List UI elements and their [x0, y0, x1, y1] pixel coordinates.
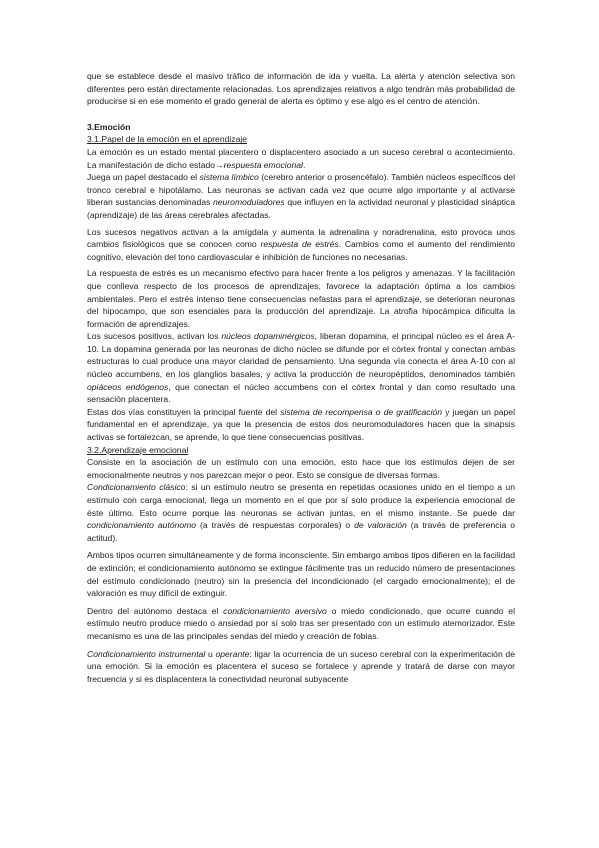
emphasis-text: condicionamiento aversivo [223, 605, 327, 616]
text-span: Consiste en la asociación de un estímulo con una emoción, esto hace que los estímulos dejen de ser emocionalmente neutros y nos parezcan mejor o peor. Esto se consigue de diversas formas. [87, 457, 515, 480]
emphasis-text: neuromoduladores [212, 197, 285, 208]
text-span: . Cambios como el aumento del rendimiento cognitivo, elevación del tono cardiovascular e inhibición de funciones no necesarias. [87, 239, 516, 262]
text-span: que se establece desde el masivo tráfico de información de ida y vuelta. La alerta y atención selectiva son diferentes pero están directamente relacionadas. Los aprendizajes relativos a algo tendrán más probabilidad de producirse si en ese momento el grado general de alerta es óptimo y ese algo es el centro de atención. [87, 71, 515, 107]
text-span: , que conectan el núcleo accumbens con el córtex frontal y dan como resultado una sensación placentera. [87, 381, 515, 405]
emphasis-text: condicionamiento autónomo [87, 520, 197, 531]
subsection-heading-emotional-learning: 3.2.Aprendizaje emocional [87, 444, 189, 455]
text-span: . [302, 159, 306, 170]
text-span: Los sucesos positivos, activan los [87, 331, 222, 342]
text-span: que influyen en la actividad neuronal y plasticidad sináptica (aprendizaje) de las áreas cerebrales afectadas. [87, 197, 515, 220]
text-span: : si un estímulo neutro se presenta en repetidas ocasiones unido en el tiempo a un estímulo con carga emocional, llega un momento en el que por sí solo produce la experiencia emocional de éste último. Esto ocurre porque las neuronas se activan juntas, en el mismo instante. Se puede dar [87, 482, 515, 518]
emphasis-text: sistema de recompensa o de gratificación [280, 406, 443, 417]
text-span: Juega un papel destacado el [87, 172, 200, 183]
right-arrow-icon: → [215, 159, 224, 170]
emphasis-text: respuesta emocional [223, 159, 303, 170]
text-span: (a través de respuestas corporales) o [196, 520, 355, 531]
paragraph-instrumental-conditioning [87, 648, 515, 686]
paragraph-negative-events [87, 226, 515, 264]
text-span: (a través de preferencia o actitud). [87, 520, 515, 543]
emphasis-text: sistema límbico [199, 172, 259, 183]
emphasis-text: de valoración [354, 520, 407, 531]
text-span: Ambos tipos ocurren simultáneamente y de forma inconsciente. Sin embargo ambos tipos difieren en la facilidad de extinción; el condicionamiento autónomo se extingue fácilmente tras un reducido número de presentaciones del estímulo condicionado (neutro) sin la presencia del incondicionado (el cargado emocionalmente); el de valoración es muy difícil de extinguir. [87, 550, 515, 599]
paragraph-extinction [87, 549, 515, 599]
text-span: u [205, 648, 216, 659]
emphasis-text: opiáceos endógenos [87, 381, 169, 392]
paragraph-emotion-definition [87, 146, 515, 171]
section-heading: 3.Emoción [87, 121, 131, 132]
paragraph-stress-response [87, 267, 515, 330]
paragraph-intro [87, 70, 515, 108]
paragraph-limbic-system [87, 171, 515, 221]
text-span: (cerebro anterior o prosencéfalo). También núcleos específicos del tronco cerebral e hipotálamo. Las neuronas se activan cada vez que ocurre algo importante y al activarse liberan sustancias denominadas [87, 172, 515, 208]
text-span: y juegan un papel fundamental en el aprendizaje, ya que la presencia de estos dos neuromoduladores hacen que la sinapsis activas se fortalezcan, se aprende, lo que tiene consecuencias positivas. [87, 406, 515, 443]
paragraph-aversive-conditioning [87, 605, 515, 643]
emphasis-text: respuesta de estrés [260, 239, 339, 250]
emphasis-text: Condicionamiento instrumental [87, 648, 206, 659]
subsection-heading-emotion-role: 3.1.Papel de la emoción en el aprendizaje [87, 134, 248, 145]
text-span: Estas dos vías constituyen la principal fuente del [87, 406, 281, 417]
paragraph-positive-events [87, 330, 515, 406]
text-span: , liberan dopamina, el principal núcleo es el área A-10. La dopamina generada por las neuronas de dicho núcleo se difunde por el córtex frontal y conectan ambas estructuras lo cual produce una mayor claridad de pensamiento. Una segunda vía conecta el área A-10 con al núcleo accumbens, en los glanglios basales, y activa la producción de neuropéptidos, denominados también [87, 331, 515, 380]
text-span: : ligar la ocurrencia de un suceso cerebral con la experimentación de una emoción. Si la emoción es placentera el suceso se fortalece y aprende y tratará de darse con mayor frecuencia y si es displacentera la conectividad neuronal subyacente [87, 648, 515, 684]
page-content [87, 70, 515, 685]
text-span: La respuesta de estrés es un mecanismo efectivo para hacer frente a los peligros y amenazas. Y la facilitación que conlleva respecto de los procesos de aprendizajes, favorece la adaptación óptima a los cambios ambientales. Pero el estrés intenso tiene consecuencias nefastas para el aprendizaje, se deterioran neuronas del hipocampo, que son esenciales para la producción del aprendizaje. La atrofia hipocámpica dificulta la formación de aprendizajes. [87, 268, 515, 329]
text-span: La emoción es un estado mental placentero o displacentero asociado a un suceso cerebral o acontecimiento. La manifestación de dicho estado [87, 146, 515, 170]
emphasis-text: núcleos dopaminérgicos [221, 331, 315, 342]
paragraph-emotional-association [87, 456, 515, 481]
text-span: Los sucesos negativos activan a la amígdala y aumenta la adrenalina y noradrenalina, esto provoca unos cambios fisiológicos que se conocen como [87, 226, 515, 250]
emphasis-text: operante [215, 648, 250, 659]
paragraph-reward-system [87, 406, 515, 444]
text-span: o miedo condicionado, que ocurre cuando el estímulo neutro produce miedo o ansiedad por sí solo tras ser presentado con un estímulo atemorizador. Este mecanismo es una de las principales sendas del miedo y creación de fobias. [87, 605, 515, 641]
emphasis-text: Condicionamiento clásico [87, 482, 186, 493]
text-span: Dentro del autónomo destaca el [87, 605, 224, 616]
paragraph-classical-conditioning [87, 481, 515, 544]
